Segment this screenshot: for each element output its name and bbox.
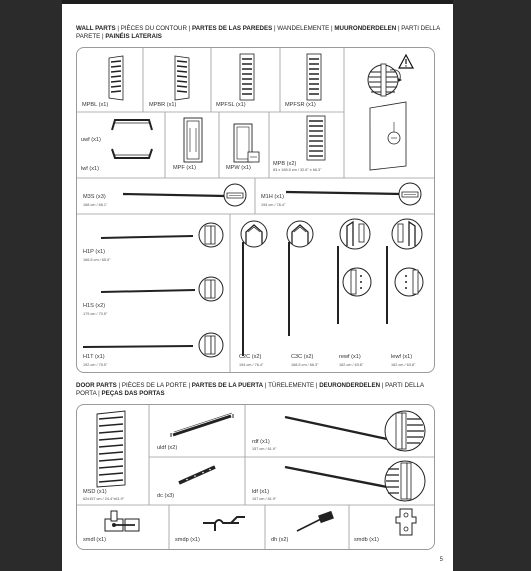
ldf-label: ldf (x1) bbox=[252, 489, 270, 495]
h1t-size: 192 cm / 75.5" bbox=[83, 363, 108, 367]
ldf-size: 157 cm / 61.9" bbox=[252, 497, 277, 501]
manual-page bbox=[62, 0, 453, 571]
door-heading-de: | TÜRELEMENTE | bbox=[263, 382, 320, 389]
lewf-label: lewf (x1) bbox=[391, 354, 413, 360]
msd-label: MSD (x1) bbox=[83, 489, 107, 495]
mpbl-label: MPBL (x1) bbox=[82, 102, 109, 108]
mpw-window-drawing bbox=[234, 124, 260, 164]
mpfsr-panel-drawing bbox=[307, 54, 321, 100]
door-parts-panel bbox=[76, 404, 435, 550]
uwf-frame-drawing bbox=[111, 118, 153, 132]
mpfsl-panel-drawing bbox=[240, 54, 254, 100]
h1p-label: H1P (x1) bbox=[83, 249, 105, 255]
m1h-size: 194 cm / 76.4" bbox=[261, 203, 286, 207]
c2c-size: 194 cm / 76.4" bbox=[239, 363, 264, 367]
mpfsr-label: MPFSR (x1) bbox=[285, 102, 316, 108]
heading-it: | PARTI DELLA PARETE | bbox=[76, 25, 440, 40]
warning-detail-drawing bbox=[364, 62, 424, 170]
heading-es: PARTES DE LAS PAREDES bbox=[192, 25, 273, 32]
c2c-corner-drawing bbox=[237, 218, 267, 358]
mpf-label: MPF (x1) bbox=[173, 165, 196, 171]
rewf-edge-drawing bbox=[333, 216, 373, 326]
dh-label: dh (x2) bbox=[271, 537, 289, 543]
rdf-label: rdf (x1) bbox=[252, 439, 270, 445]
wall-parts-panel bbox=[76, 47, 435, 373]
smdl-lock-drawing bbox=[103, 509, 143, 535]
dc-connector-drawing bbox=[177, 465, 217, 485]
m1h-label: M1H (x1) bbox=[261, 194, 284, 200]
uldf-label: uldf (x2) bbox=[157, 445, 178, 451]
c3c-corner-drawing bbox=[283, 218, 313, 338]
dh-handle-drawing bbox=[293, 511, 337, 535]
uldf-frame-drawing bbox=[171, 413, 237, 437]
h1p-size: 166.5 cm / 65.5" bbox=[83, 258, 111, 262]
ldf-frame-drawing bbox=[249, 457, 433, 505]
m1h-rail-drawing bbox=[282, 182, 422, 206]
mpf-frame-drawing bbox=[184, 118, 202, 162]
smdp-pin-drawing bbox=[201, 513, 249, 533]
mpb-panel-drawing bbox=[307, 116, 325, 160]
h1s-label: H1S (x2) bbox=[83, 303, 106, 309]
smdl-label: smdl (x1) bbox=[83, 537, 106, 543]
lewf-edge-drawing bbox=[381, 216, 427, 326]
heading-en: WALL PARTS bbox=[76, 25, 116, 32]
smdb-bracket-drawing bbox=[395, 507, 417, 537]
heading-pt: PAINÉIS LATERAIS bbox=[105, 32, 162, 40]
m3s-label: M3S (x3) bbox=[83, 194, 106, 200]
smdp-label: smdp (x1) bbox=[175, 537, 200, 543]
mpw-label: MPW (x1) bbox=[226, 165, 251, 171]
uwf-label: uwf (x1) bbox=[81, 137, 101, 143]
page-number: 5 bbox=[439, 557, 443, 563]
smdb-label: smdb (x1) bbox=[354, 537, 379, 543]
rewf-label: rewf (x1) bbox=[339, 354, 361, 360]
door-heading-es: PARTES DE LA PUERTA bbox=[191, 382, 264, 389]
door-heading-pt: PEÇAS DAS PORTAS bbox=[101, 389, 165, 397]
dc-label: dc (x3) bbox=[157, 493, 175, 499]
door-heading-nl: DEURONDERDELEN bbox=[319, 382, 381, 389]
lwf-label: lwf (x1) bbox=[81, 166, 100, 172]
heading-fr: | PIÈCES DU CONTOUR | bbox=[115, 25, 192, 32]
h1s-rail-drawing bbox=[97, 276, 227, 302]
mpbl-panel-drawing bbox=[109, 56, 123, 100]
rdf-frame-drawing bbox=[249, 407, 433, 455]
heading-de: | WANDELEMENTE | bbox=[272, 25, 335, 32]
mpfsl-label: MPFSL (x1) bbox=[216, 102, 246, 108]
mpb-label: MPB (x2) bbox=[273, 161, 297, 167]
rdf-size: 157 cm / 61.9" bbox=[252, 447, 277, 451]
m3s-rail-drawing bbox=[117, 182, 247, 206]
mpbr-label: MPBR (x1) bbox=[149, 102, 177, 108]
msd-size: 62x157 cm / 24.4"x61.9" bbox=[83, 497, 125, 501]
mpb-size: 83 x 168.5 cm / 32.6" x 66.3" bbox=[273, 168, 322, 172]
door-heading-fr: | PIÈCES DE LA PORTE | bbox=[116, 382, 192, 389]
top-bar bbox=[62, 0, 453, 4]
mpbr-panel-drawing bbox=[175, 56, 189, 100]
h1p-rail-drawing bbox=[97, 222, 227, 248]
c3c-label: C3C (x2) bbox=[291, 354, 314, 360]
lewf-size: 162 cm / 63.8" bbox=[391, 363, 416, 367]
wall-parts-heading bbox=[76, 25, 441, 40]
rewf-size: 162 cm / 63.8" bbox=[339, 363, 364, 367]
lwf-frame-drawing bbox=[111, 148, 153, 160]
msd-door-drawing bbox=[97, 411, 127, 487]
h1t-label: H1T (x1) bbox=[83, 354, 105, 360]
m3s-size: 168 cm / 66.1" bbox=[83, 203, 108, 207]
h1s-size: 179 cm / 70.5" bbox=[83, 312, 108, 316]
door-heading-it: | PARTI DELLA PORTA | bbox=[76, 382, 424, 397]
c2c-label: C2C (x2) bbox=[239, 354, 262, 360]
heading-nl: MUURONDERDELEN bbox=[334, 25, 397, 32]
c3c-size: 168.5 cm / 66.3" bbox=[291, 363, 319, 367]
door-parts-heading bbox=[76, 382, 441, 397]
door-heading-en: DOOR PARTS bbox=[76, 382, 117, 389]
